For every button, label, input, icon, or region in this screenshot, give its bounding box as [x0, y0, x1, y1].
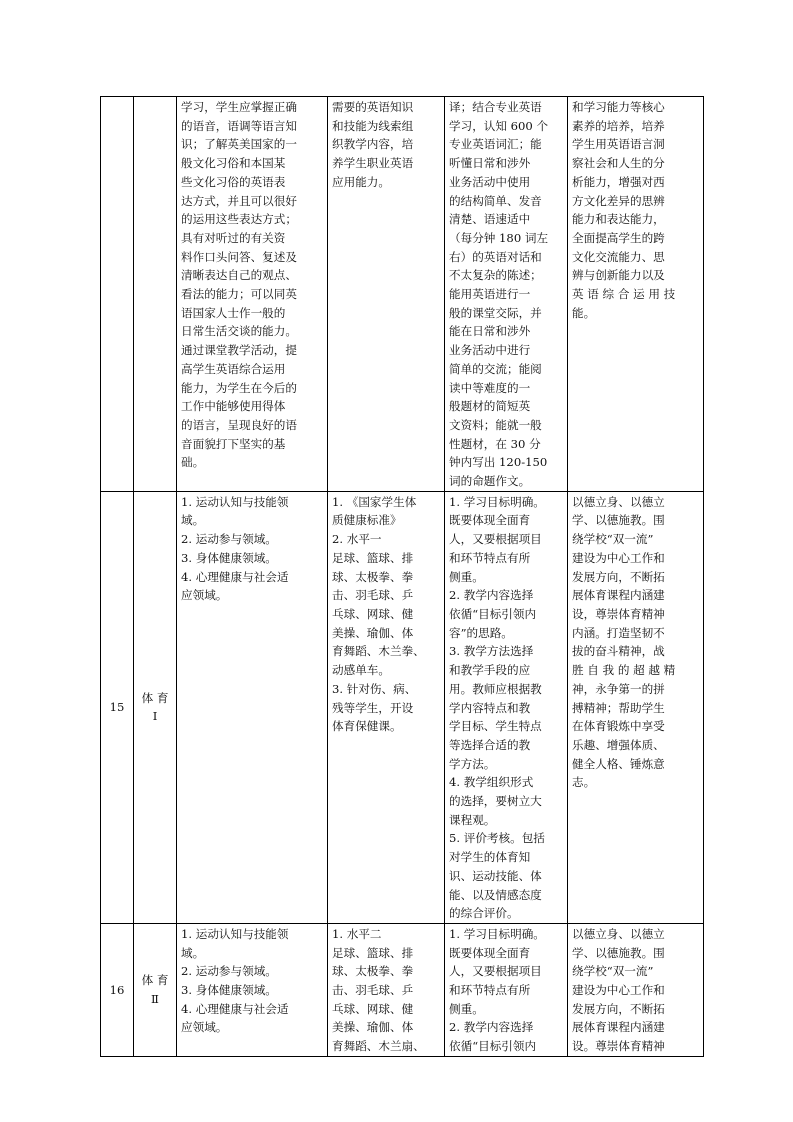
cell-text-line: 在体育锻炼中享受 — [572, 719, 665, 734]
cell-text-line: 和技能为线索组 — [332, 118, 414, 133]
cell-text-line: 美操、瑜伽、体 — [332, 625, 414, 640]
cell-text-line: 绕学校“双一流” — [572, 964, 654, 979]
cell-text-line: 学习，学生应掌握正确 — [181, 100, 297, 114]
cell-text-line: 清楚、语速适中 — [449, 212, 531, 227]
cell-text-line: 般的课堂交际，并 — [449, 305, 542, 320]
cell-text-line: 识；了解英美国家的一 — [181, 137, 297, 152]
course-col2-cell — [328, 97, 445, 492]
cell-text-line: 乐趣、增强体质、 — [572, 737, 665, 752]
cell-text-line: 志。 — [572, 775, 596, 790]
cell-text-line: 2. 教学内容选择 — [449, 588, 534, 603]
cell-text-line: 球、太极拳、拳 — [332, 569, 414, 584]
cell-text-line: 设，尊崇体育精神 — [572, 606, 665, 621]
course-col1-cell — [177, 97, 328, 492]
cell-text-line: 日常生活交谈的能力。 — [181, 324, 297, 339]
cell-text-line: 设。尊崇体育精神 — [572, 1039, 665, 1054]
cell-text-line: 学内容特点和教 — [449, 700, 531, 715]
cell-text-line: 残等学生，开设 — [332, 700, 414, 715]
cell-text-line: 既要体现全面育 — [449, 945, 531, 960]
cell-text-line: 看法的能力；可以同英 — [181, 287, 297, 302]
cell-text-line: 译；结合专业英语 — [449, 100, 542, 114]
cell-text-line: 和环节特点有所 — [449, 983, 531, 998]
cell-text-line: 足球、篮球、排 — [332, 550, 414, 565]
course-col3-cell — [445, 97, 568, 492]
cell-text-line: 业务活动中进行 — [449, 343, 531, 358]
cell-text-line: 需要的英语知识 — [332, 100, 414, 114]
cell-text-line: 依循“目标引领内 — [449, 1039, 537, 1054]
cell-text-line: 识、运动技能、体 — [449, 868, 542, 883]
cell-text-line: 以德立身、以德立 — [572, 494, 665, 509]
cell-text-line: 业务活动中使用 — [449, 174, 531, 189]
cell-text-line: 2. 运动参与领域。 — [181, 964, 277, 979]
cell-text-line: 应领域。 — [181, 588, 228, 603]
cell-text-line: 的语言，呈现良好的语 — [181, 417, 297, 432]
course-table — [100, 96, 704, 1057]
cell-text-line: 3. 身体健康领域。 — [181, 550, 277, 565]
course-col4-cell — [568, 97, 704, 492]
cell-text-line: 高学生英语综合运用 — [181, 361, 286, 376]
cell-text-line: 内涵。打造坚韧不 — [572, 625, 665, 640]
cell-text-line: 方文化差异的思辨 — [572, 193, 665, 208]
cell-text-line: 等选择合适的教 — [449, 737, 531, 752]
cell-text-line: 察社会和人生的分 — [572, 156, 665, 171]
cell-text-line: 乓球、网球、健 — [332, 1001, 414, 1016]
cell-text-line: 乓球、网球、健 — [332, 606, 414, 621]
cell-text-line: 2. 运动参与领域。 — [181, 532, 277, 547]
cell-text-line: 依循“目标引领内 — [449, 606, 537, 621]
cell-text-line: 听懂日常和涉外 — [449, 156, 531, 171]
cell-text-line: 2. 教学内容选择 — [449, 1020, 534, 1035]
course-name-cell: 体 育 Ⅰ — [134, 491, 177, 923]
course-col4-cell — [568, 923, 704, 1056]
cell-text-line: 4. 心理健康与社会适 — [181, 1001, 289, 1016]
cell-text-line: 础。 — [181, 455, 205, 470]
cell-text-line: 育舞蹈、木兰拳、 — [332, 644, 425, 659]
cell-text-line: 和环节特点有所 — [449, 550, 531, 565]
cell-text-line: 击、羽毛球、乒 — [332, 588, 414, 603]
cell-text-line: 学生用英语语言洞 — [572, 137, 665, 152]
cell-text-line: 域。 — [181, 945, 205, 960]
cell-text-line: 建设为中心工作和 — [572, 983, 665, 998]
cell-text-line: 健全人格、锤炼意 — [572, 756, 665, 771]
cell-text-line: 词的命题作文。 — [449, 474, 531, 489]
table-row — [101, 491, 704, 923]
table-row — [101, 97, 704, 492]
cell-text-line: 4. 心理健康与社会适 — [181, 569, 289, 584]
cell-text-line: 的语音，语调等语言知 — [181, 118, 297, 133]
cell-text-line: 拔的奋斗精神，战 — [572, 644, 665, 659]
cell-text-line: 能在日常和涉外 — [449, 324, 531, 339]
cell-text-line: 侧重。 — [449, 1001, 484, 1016]
cell-text-line: 球、太极拳、拳 — [332, 964, 414, 979]
cell-text-line: 性题材，在 30 分 — [449, 436, 541, 451]
cell-text-line: 和教学手段的应 — [449, 663, 531, 678]
cell-text-line: 简单的交流；能阅 — [449, 361, 542, 376]
cell-text-line: 能力和表达能力， — [572, 212, 665, 227]
cell-text-line: 人，又要根据项目 — [449, 964, 542, 979]
cell-text-line: 课程观。 — [449, 812, 496, 827]
course-col3-cell — [445, 923, 568, 1056]
cell-text-line: 的选择，要树立大 — [449, 794, 542, 809]
cell-text-line: 料作口头问答、复述及 — [181, 249, 297, 264]
cell-text-line: 3. 身体健康领域。 — [181, 983, 277, 998]
cell-text-line: 1. 运动认知与技能领 — [181, 494, 289, 509]
cell-text-line: 2. 水平一 — [332, 532, 382, 547]
cell-text-line: 发展方向，不断拓 — [572, 569, 665, 584]
cell-text-line: 容”的思路。 — [449, 625, 513, 640]
cell-text-line: 动感单车。 — [332, 663, 390, 678]
cell-text-line: 能力，为学生在今后的 — [181, 380, 297, 395]
cell-text-line: 人，又要根据项目 — [449, 532, 542, 547]
cell-text-line: 用。教师应根据教 — [449, 681, 542, 696]
cell-text-line: 1. 学习目标明确。 — [449, 926, 545, 941]
course-name-cell: 体 育 Ⅱ — [134, 923, 177, 1056]
cell-text-line: 工作中能够使用得体 — [181, 399, 286, 414]
cell-text-line: 学、以德施教。围 — [572, 513, 665, 528]
cell-text-line: 读中等难度的一 — [449, 380, 531, 395]
cell-text-line: 语国家人士作一般的 — [181, 305, 286, 320]
cell-text-line: 既要体现全面育 — [449, 513, 531, 528]
cell-text-line: 育舞蹈、木兰扇、 — [332, 1039, 425, 1054]
cell-text-line: 5. 评价考核。包括 — [449, 831, 545, 846]
cell-text-line: 析能力，增强对西 — [572, 174, 665, 189]
table-row — [101, 923, 704, 1056]
cell-text-line: 和学习能力等核心 — [572, 100, 665, 114]
cell-text-line: 体育保健课。 — [332, 719, 402, 734]
cell-text-line: 神，永争第一的拼 — [572, 681, 665, 696]
cell-text-line: 1. 水平二 — [332, 926, 382, 941]
cell-text-line: 1. 《国家学生体 — [332, 494, 417, 509]
cell-text-line: 通过课堂教学活动，提 — [181, 343, 297, 358]
cell-text-line: 以德立身、以德立 — [572, 926, 665, 941]
cell-text-line: 发展方向，不断拓 — [572, 1001, 665, 1016]
cell-text-line: 些文化习俗的英语表 — [181, 174, 286, 189]
cell-text-line: 建设为中心工作和 — [572, 550, 665, 565]
cell-text-line: 不太复杂的陈述； — [449, 268, 542, 283]
cell-text-line: 展体育课程内涵建 — [572, 1020, 665, 1035]
cell-text-line: 足球、篮球、排 — [332, 945, 414, 960]
cell-text-line: 侧重。 — [449, 569, 484, 584]
cell-text-line: 绕学校“双一流” — [572, 532, 654, 547]
cell-text-line: 击、羽毛球、乒 — [332, 983, 414, 998]
cell-text-line: 专业英语词汇；能 — [449, 137, 542, 152]
course-number-cell — [101, 97, 134, 492]
cell-text-line: 素养的培养，培养 — [572, 118, 665, 133]
cell-text-line: 对学生的体育知 — [449, 850, 531, 865]
course-number-cell: 15 — [101, 491, 134, 923]
cell-text-line: 钟内写出 120-150 — [449, 455, 548, 470]
cell-text-line: 右）的英语对话和 — [449, 249, 542, 264]
cell-text-line: 域。 — [181, 513, 205, 528]
cell-text-line: 展体育课程内涵建 — [572, 588, 665, 603]
cell-text-line: 学习，认知 600 个 — [449, 118, 549, 133]
cell-text-line: 达方式，并且可以很好 — [181, 193, 297, 208]
cell-text-line: 美操、瑜伽、体 — [332, 1020, 414, 1035]
cell-text-line: 养学生职业英语 — [332, 156, 414, 171]
cell-text-line: 3. 针对伤、病、 — [332, 681, 417, 696]
cell-text-line: 辨与创新能力以及 — [572, 268, 665, 283]
cell-text-line: 能用英语进行一 — [449, 287, 531, 302]
course-col1-cell — [177, 923, 328, 1056]
cell-text-line: 质健康标准》 — [332, 513, 402, 528]
cell-text-line: 文化交流能力、思 — [572, 249, 665, 264]
cell-text-line: 4. 教学组织形式 — [449, 775, 534, 790]
cell-text-line: 的综合评价。 — [449, 906, 519, 921]
cell-text-line: 应领域。 — [181, 1020, 228, 1035]
cell-text-line: 胜 自 我 的 超 越 精 — [572, 663, 676, 678]
cell-text-line: 音面貌打下坚实的基 — [181, 436, 286, 451]
course-col1-cell — [177, 491, 328, 923]
cell-text-line: 应用能力。 — [332, 174, 390, 189]
cell-text-line: 全面提高学生的跨 — [572, 230, 665, 245]
cell-text-line: 具有对听过的有关资 — [181, 230, 286, 245]
course-col3-cell — [445, 491, 568, 923]
cell-text-line: 的运用这些表达方式； — [181, 212, 297, 227]
cell-text-line: 文资料；能就一般 — [449, 417, 542, 432]
cell-text-line: 搏精神；帮助学生 — [572, 700, 665, 715]
course-col4-cell — [568, 491, 704, 923]
cell-text-line: （每分钟 180 词左 — [449, 230, 549, 245]
cell-text-line: 学方法。 — [449, 756, 496, 771]
cell-text-line: 能、以及情感态度 — [449, 887, 542, 902]
course-table-body — [101, 97, 704, 1057]
cell-text-line: 学、以德施教。围 — [572, 945, 665, 960]
cell-text-line: 1. 运动认知与技能领 — [181, 926, 289, 941]
course-name-cell — [134, 97, 177, 492]
cell-text-line: 般题材的简短英 — [449, 399, 531, 414]
cell-text-line: 能。 — [572, 305, 596, 320]
cell-text-line: 清晰表达自己的观点、 — [181, 268, 297, 283]
cell-text-line: 英 语 综 合 运 用 技 — [572, 287, 676, 302]
cell-text-line: 般文化习俗和本国某 — [181, 156, 286, 171]
cell-text-line: 3. 教学方法选择 — [449, 644, 534, 659]
cell-text-line: 织教学内容，培 — [332, 137, 414, 152]
cell-text-line: 学目标、学生特点 — [449, 719, 542, 734]
course-col2-cell — [328, 491, 445, 923]
course-col2-cell — [328, 923, 445, 1056]
cell-text-line: 1. 学习目标明确。 — [449, 494, 545, 509]
course-number-cell: 16 — [101, 923, 134, 1056]
cell-text-line: 的结构简单、发音 — [449, 193, 542, 208]
